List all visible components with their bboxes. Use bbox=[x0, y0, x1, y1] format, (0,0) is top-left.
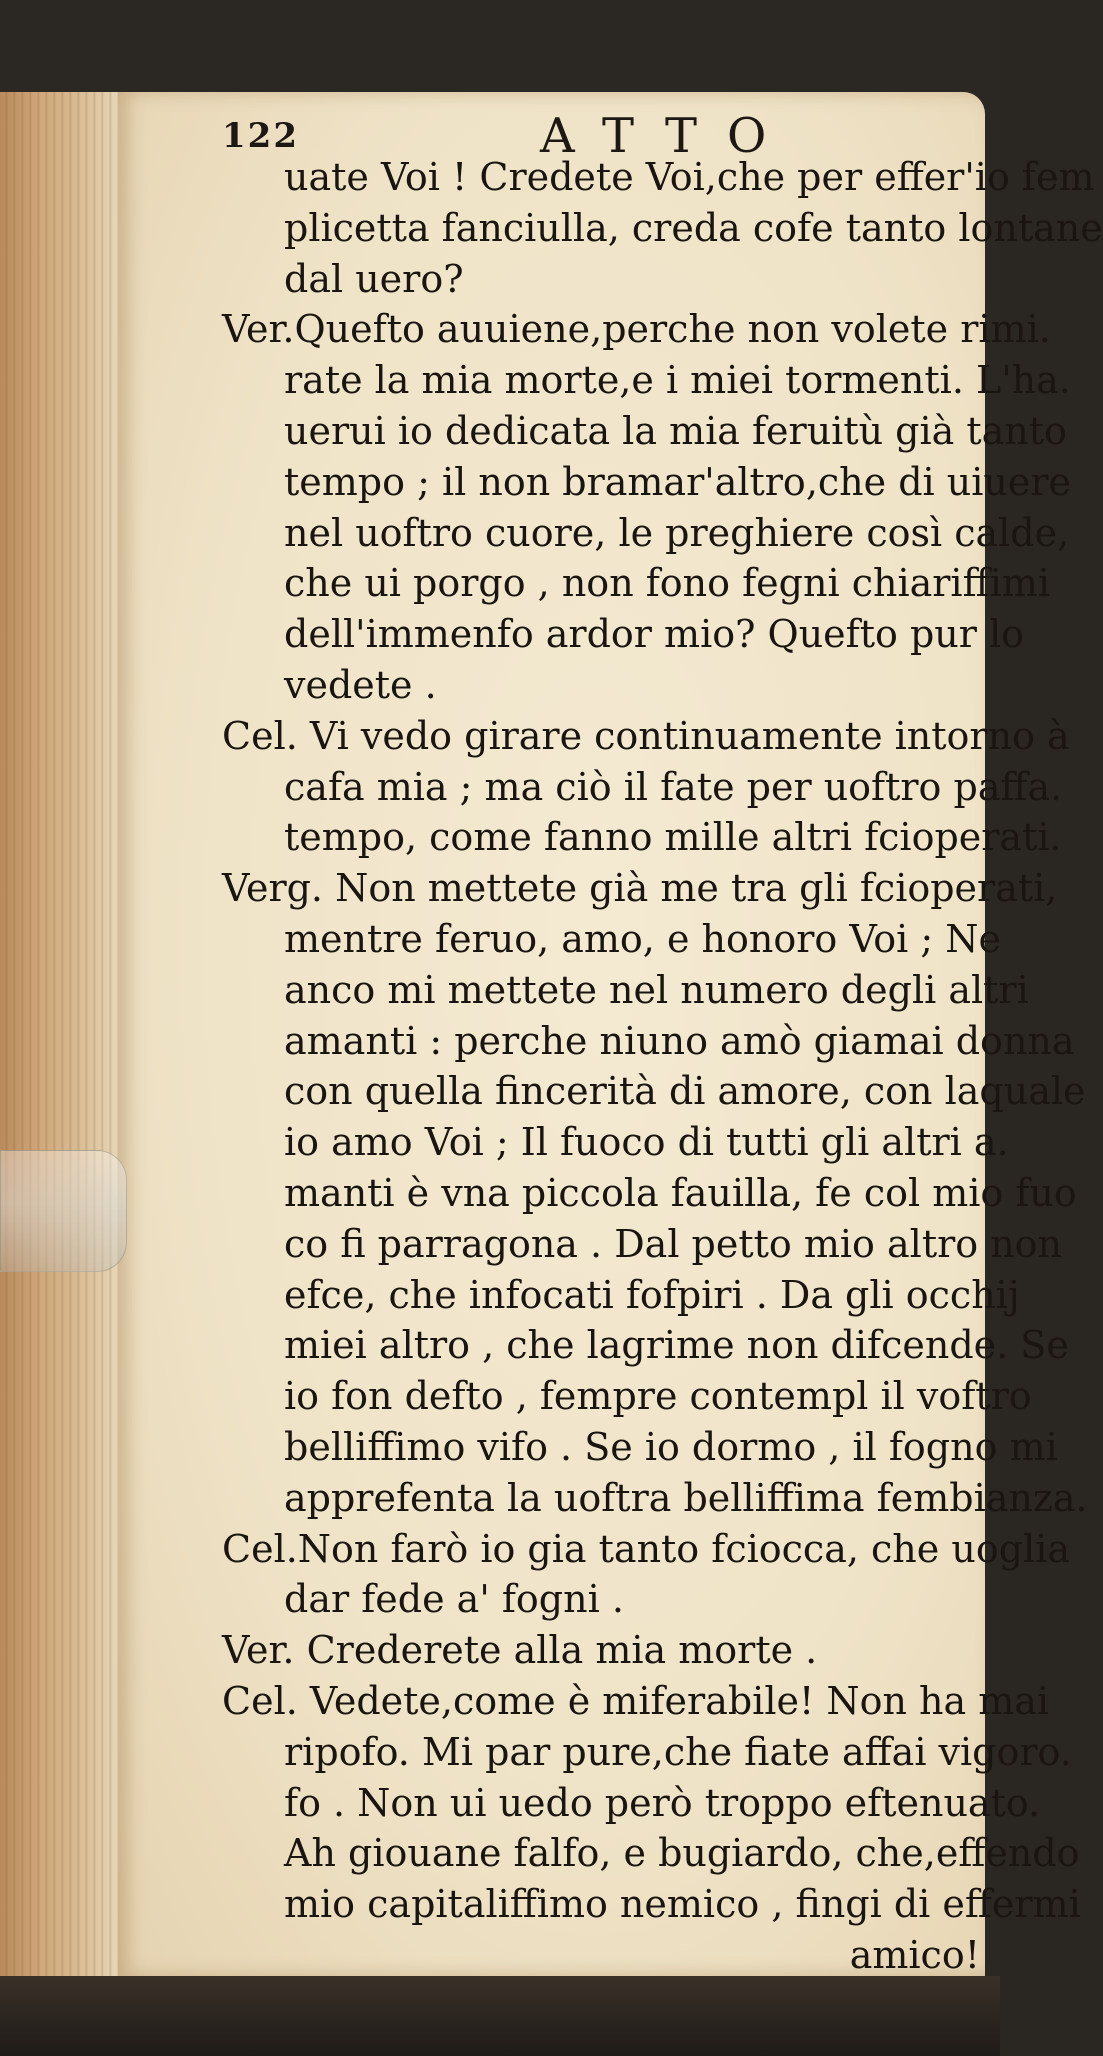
text-line: cafa mia ; ma ciò il fate per uoftro paffa. bbox=[284, 764, 1063, 809]
text-line: rate la mia morte,e i miei tormenti. L'ha. bbox=[284, 358, 1071, 403]
text-line: manti è vna piccola fauilla, fe col mio fuo bbox=[284, 1170, 1077, 1215]
text-line: io fon defto , fempre contempl il voftro bbox=[284, 1374, 1032, 1419]
text-line: Cel. Vedete,come è miferabile! Non ha mai bbox=[222, 1678, 1050, 1723]
play-text bbox=[222, 152, 1103, 1981]
text-line: dar fede a' fogni . bbox=[284, 1577, 624, 1622]
text-line: Cel.Non farò io gia tanto fciocca, che uoglia bbox=[222, 1526, 1070, 1571]
text-line: miei altro , che lagrime non difcende. Se bbox=[284, 1323, 1069, 1368]
text-line: Verg. Non mettete già me tra gli fcioperati, bbox=[222, 866, 1058, 911]
text-line: che ui porgo , non fono fegni chiariffimi bbox=[284, 561, 1050, 606]
text-line: efce, che infocati fofpiri . Da gli occhij bbox=[284, 1272, 1020, 1317]
text-line: mio capitaliffimo nemico , fingi di effermi bbox=[284, 1882, 1081, 1927]
page-fore-edges bbox=[0, 92, 118, 1976]
text-line: tempo ; il non bramar'altro,che di uiuere bbox=[284, 459, 1072, 504]
running-title: ATTO bbox=[540, 108, 797, 164]
text-line: Ver. Crederete alla mia morte . bbox=[222, 1628, 818, 1673]
text-line: amanti : perche niuno amò giamai donna bbox=[284, 1018, 1075, 1063]
text-line: dell'immenfo ardor mio? Quefto pur lo bbox=[284, 612, 1025, 657]
text-line: plicetta fanciulla, creda cofe tanto lontane bbox=[284, 205, 1103, 250]
text-line: co fi parragona . Dal petto mio altro non bbox=[284, 1221, 1063, 1266]
text-line: tempo, come fanno mille altri fcioperati. bbox=[284, 815, 1062, 860]
text-line: apprefenta la uoftra belliffima fembianza. bbox=[284, 1475, 1088, 1520]
text-line: nel uoftro cuore, le preghiere così calde, bbox=[284, 510, 1070, 555]
text-line: io amo Voi ; Il fuoco di tutti gli altri a. bbox=[284, 1120, 1009, 1165]
text-line: fo . Non ui uedo però troppo eftenuato. bbox=[284, 1780, 1041, 1825]
text-line: ripofo. Mi par pure,che fiate affai vigoro. bbox=[284, 1729, 1072, 1774]
text-line: mentre feruo, amo, e honoro Voi ; Ne bbox=[284, 916, 1002, 961]
text-line: con quella fincerità di amore, con laquale bbox=[284, 1069, 1086, 1114]
page-number: 122 bbox=[222, 116, 299, 156]
text-line: vedete . bbox=[284, 662, 437, 707]
text-line: Cel. Vi vedo girare continuamente intorno à bbox=[222, 713, 1070, 758]
text-line: Ah giouane falfo, e bugiardo, che,effendo bbox=[284, 1831, 1080, 1876]
text-line: belliffimo vifo . Se io dormo , il fogno mi bbox=[284, 1424, 1058, 1469]
text-line: uerui io dedicata la mia feruitù già tanto bbox=[284, 408, 1067, 453]
binding-clasp bbox=[0, 1150, 127, 1272]
catchword: amico! bbox=[849, 1932, 980, 1977]
cover-edge bbox=[0, 1976, 1000, 2056]
text-line: Ver.Quefto auuiene,perche non volete rimi. bbox=[222, 307, 1051, 352]
text-line: uate Voi ! Credete Voi,che per effer'io fem bbox=[284, 155, 1095, 199]
text-line: anco mi mettete nel numero degli altri bbox=[284, 967, 1029, 1012]
text-line: dal uero? bbox=[284, 256, 464, 301]
